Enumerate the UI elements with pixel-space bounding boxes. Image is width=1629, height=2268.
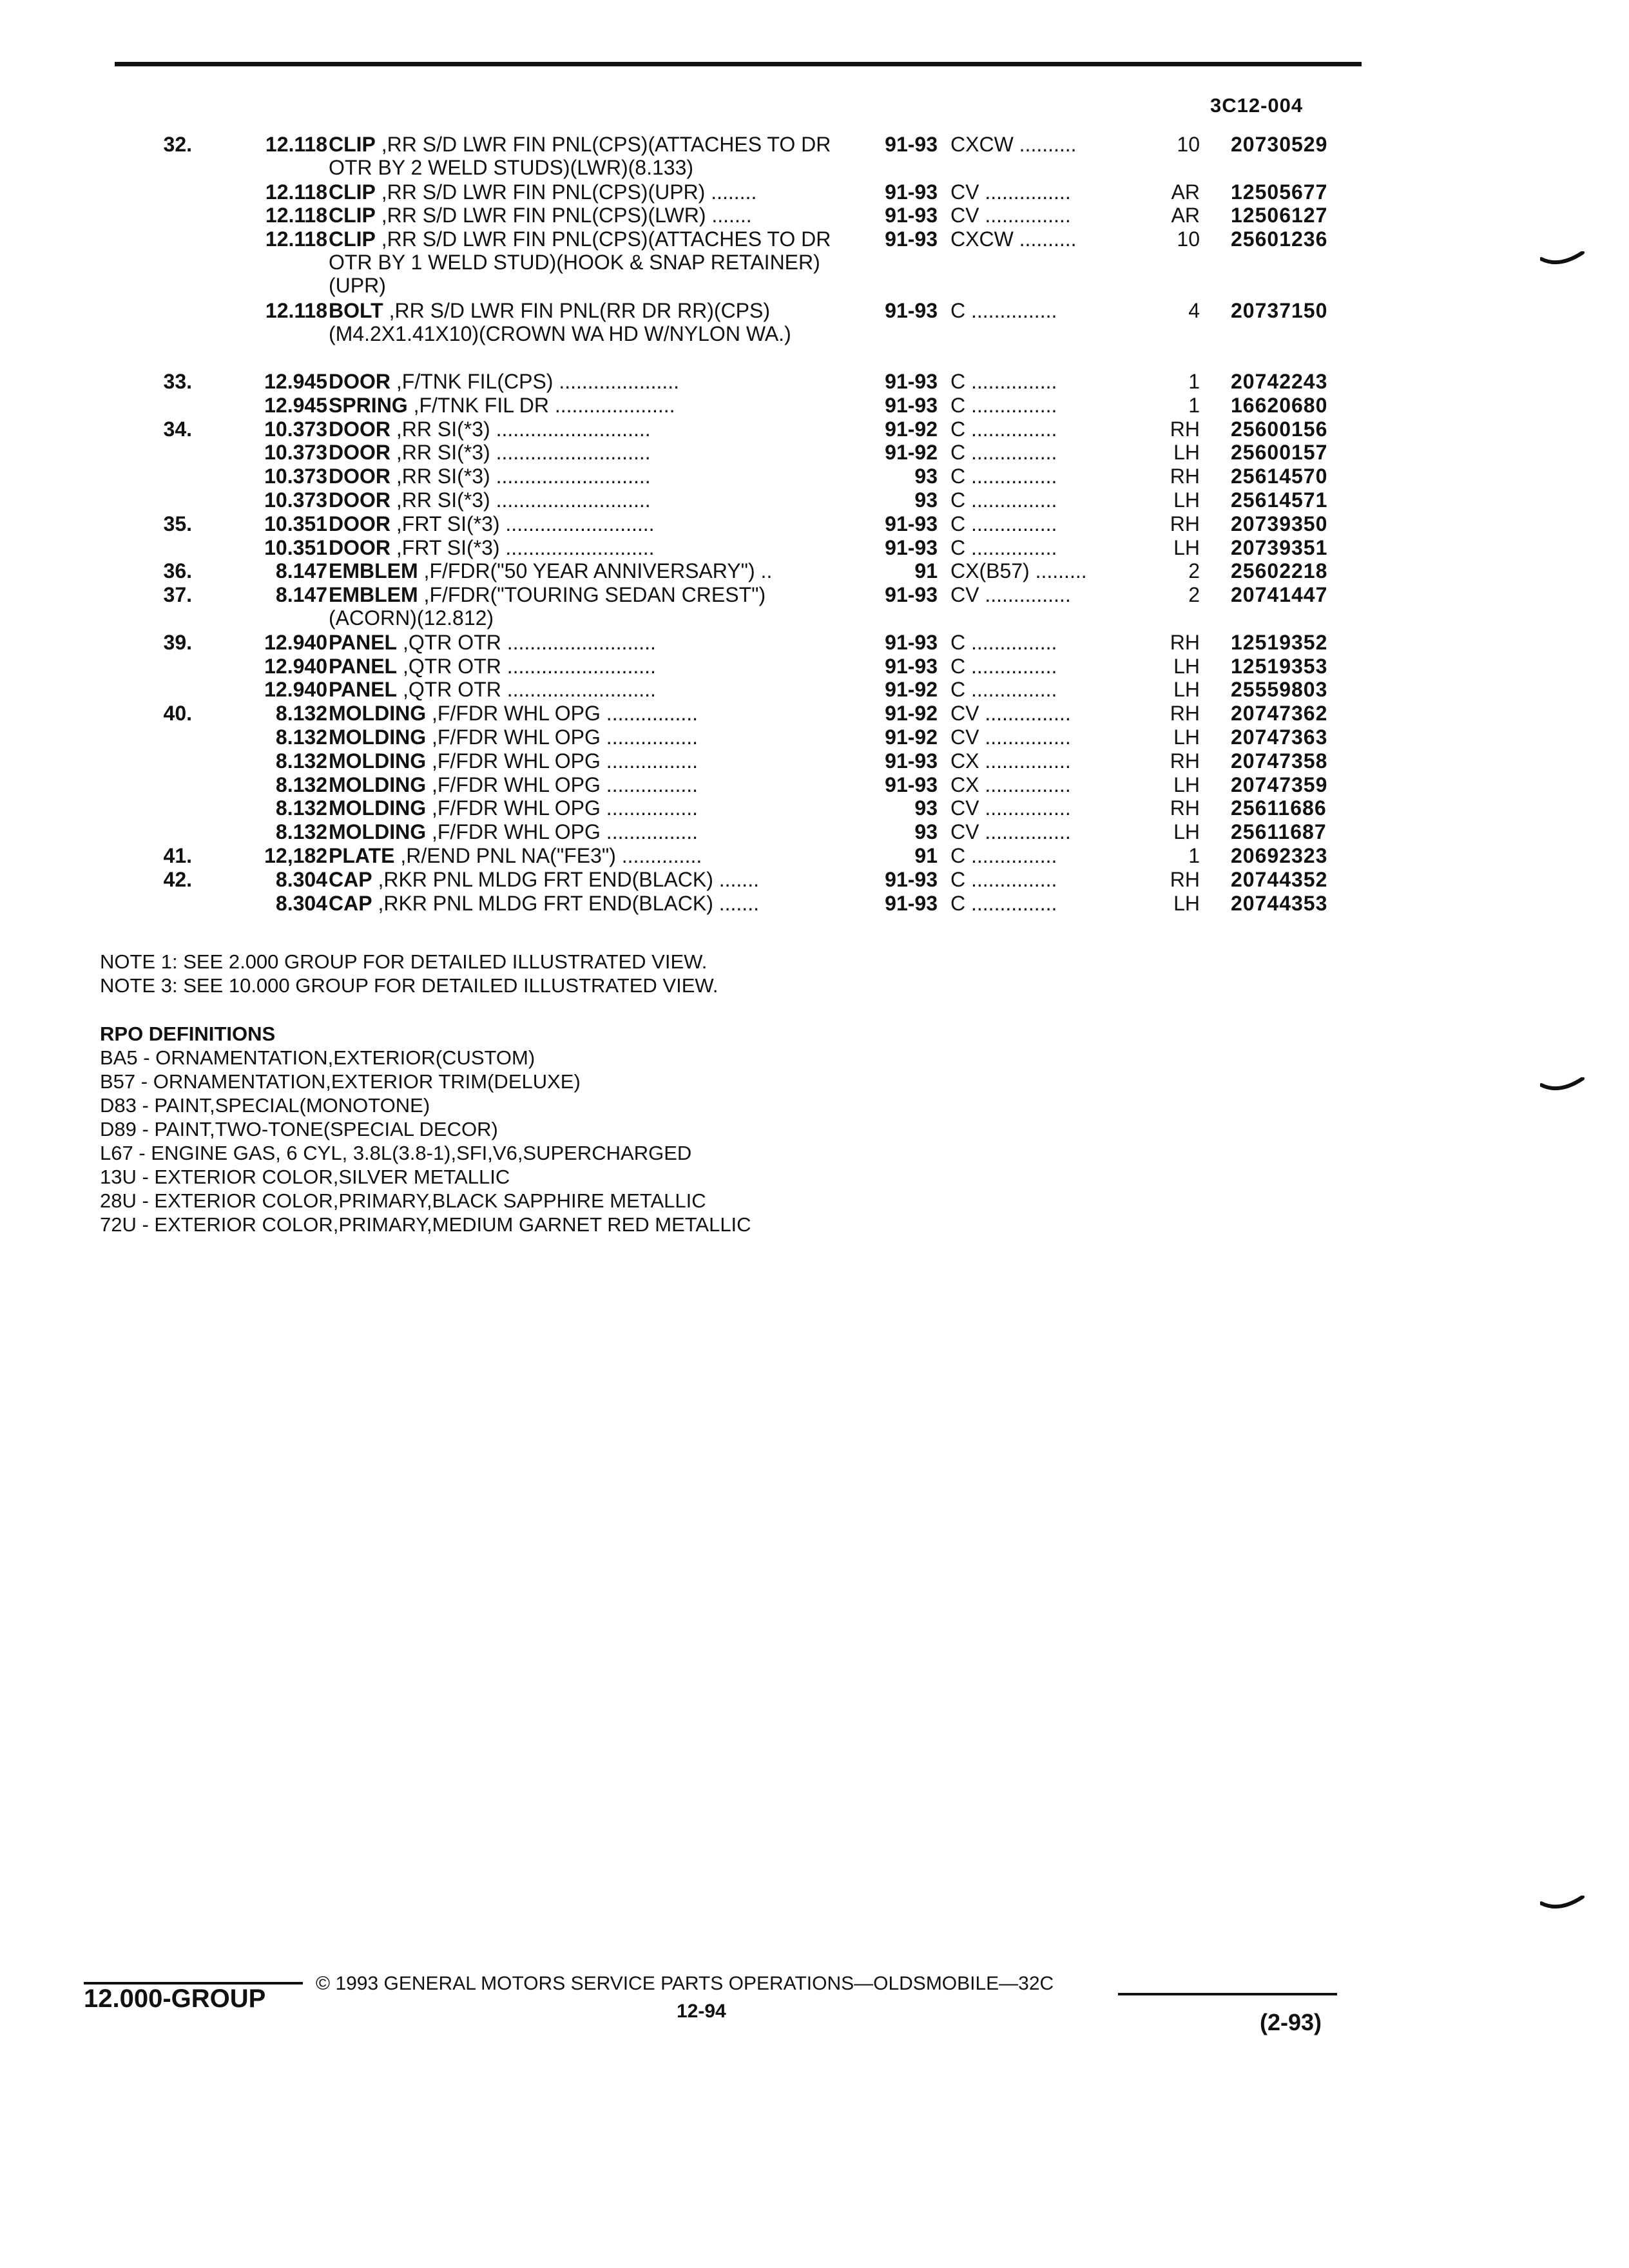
quantity: 2 — [1188, 559, 1200, 582]
part-detail: ,F/FDR WHL OPG ................ — [426, 796, 699, 820]
part-number: 12506127 — [1231, 204, 1328, 227]
part-name: DOOR — [329, 418, 390, 441]
group-number: 8.147 — [275, 559, 327, 582]
part-number: 20739350 — [1231, 512, 1328, 535]
model-code: C ............... — [950, 441, 1057, 464]
rpo-heading: RPO DEFINITIONS — [100, 1023, 276, 1045]
model-years: 91-93 — [885, 631, 938, 654]
part-description — [329, 299, 854, 345]
part-detail: ,RR S/D LWR FIN PNL(CPS)(UPR) ........ — [375, 180, 757, 204]
model-code: CV ............... — [950, 180, 1071, 204]
group-number: 12.940 — [264, 655, 327, 678]
model-code: CXCW .......... — [950, 133, 1077, 156]
model-years: 91-92 — [885, 678, 938, 701]
part-detail: ,QTR OTR .......................... — [397, 655, 656, 678]
part-detail: ,F/FDR WHL OPG ................ — [426, 726, 699, 749]
rpo-item: BA5 - ORNAMENTATION,EXTERIOR(CUSTOM) — [100, 1046, 535, 1069]
model-code: C ............... — [950, 536, 1057, 559]
part-detail: ,RR SI(*3) ........................... — [390, 418, 651, 441]
part-number: 12519352 — [1231, 631, 1328, 654]
group-number: 10.373 — [264, 465, 327, 488]
quantity: LH — [1173, 441, 1200, 464]
part-description — [329, 465, 854, 488]
model-code: C ............... — [950, 512, 1057, 535]
quantity: 4 — [1188, 299, 1200, 322]
part-description — [329, 536, 854, 559]
binder-hole-mark — [1540, 1896, 1585, 1911]
model-code: C ............... — [950, 394, 1057, 417]
part-number: 20741447 — [1231, 583, 1328, 606]
part-name: MOLDING — [329, 796, 427, 820]
group-number: 8.132 — [275, 773, 327, 796]
rpo-item: 13U - EXTERIOR COLOR,SILVER METALLIC — [100, 1166, 510, 1188]
model-code: CV ............... — [950, 204, 1071, 227]
part-description — [329, 370, 854, 393]
part-description — [329, 678, 854, 701]
part-description — [329, 133, 854, 179]
model-years: 91-93 — [885, 536, 938, 559]
part-number: 25559803 — [1231, 678, 1328, 701]
note-3: NOTE 3: SEE 10.000 GROUP FOR DETAILED ILLUSTRATED VIEW. — [100, 974, 718, 997]
model-years: 91-93 — [885, 370, 938, 393]
quantity: RH — [1170, 512, 1200, 535]
model-code: C ............... — [950, 370, 1057, 393]
model-code: CX(B57) ......... — [950, 559, 1087, 582]
model-years: 91-93 — [885, 227, 938, 251]
quantity: RH — [1170, 868, 1200, 891]
group-number: 8.132 — [275, 726, 327, 749]
group-number: 8.132 — [275, 796, 327, 820]
quantity: AR — [1171, 180, 1200, 204]
quantity: 1 — [1188, 394, 1200, 417]
item-number: 37. — [163, 583, 192, 606]
group-number: 12.945 — [264, 370, 327, 393]
part-description — [329, 820, 854, 843]
part-number: 20747363 — [1231, 726, 1328, 749]
model-years: 91-92 — [885, 702, 938, 725]
model-code: CV ............... — [950, 796, 1071, 820]
rpo-item: 28U - EXTERIOR COLOR,PRIMARY,BLACK SAPPHIRE METALLIC — [100, 1189, 706, 1212]
model-code: CX ............... — [950, 749, 1071, 773]
part-number: 25614571 — [1231, 488, 1328, 512]
group-number: 12,182 — [264, 844, 327, 867]
group-number: 8.132 — [275, 820, 327, 843]
part-number: 16620680 — [1231, 394, 1328, 417]
part-name: CLIP — [329, 227, 376, 251]
part-number: 25600157 — [1231, 441, 1328, 464]
group-number: 12.118 — [265, 204, 327, 227]
model-code: CX ............... — [950, 773, 1071, 796]
model-code: C ............... — [950, 655, 1057, 678]
part-name: DOOR — [329, 512, 390, 535]
footer-date: (2-93) — [1260, 2009, 1322, 2035]
binder-hole-mark — [1540, 251, 1585, 267]
model-code: C ............... — [950, 844, 1057, 867]
model-years: 91-93 — [885, 299, 938, 322]
part-description — [329, 726, 854, 749]
quantity: LH — [1173, 536, 1200, 559]
group-number: 12.118 — [265, 299, 327, 322]
part-description — [329, 655, 854, 678]
model-years: 91 — [914, 559, 938, 582]
model-code: CXCW .......... — [950, 227, 1077, 251]
part-detail: ,R/END PNL NA("FE3") .............. — [394, 844, 702, 867]
part-number: 20739351 — [1231, 536, 1328, 559]
model-years: 91-93 — [885, 204, 938, 227]
item-number: 40. — [163, 702, 192, 725]
part-name: CAP — [329, 868, 372, 891]
footer-copyright: © 1993 GENERAL MOTORS SERVICE PARTS OPERATIONS—OLDSMOBILE—32C — [316, 1973, 1054, 1994]
quantity: 10 — [1177, 227, 1200, 251]
part-description — [329, 180, 854, 204]
part-number: 25611686 — [1231, 796, 1327, 820]
quantity: RH — [1170, 418, 1200, 441]
group-number: 10.373 — [264, 441, 327, 464]
part-number: 20747358 — [1231, 749, 1328, 773]
part-name: DOOR — [329, 441, 390, 464]
quantity: LH — [1173, 488, 1200, 512]
part-description — [329, 418, 854, 441]
part-detail: ,F/FDR WHL OPG ................ — [426, 702, 699, 725]
part-detail: ,RR S/D LWR FIN PNL(RR DR RR)(CPS)(M4.2X1.41X10)(CROWN WA HD W/NYLON WA.) — [329, 299, 791, 345]
model-code: C ............... — [950, 631, 1057, 654]
part-number: 20747359 — [1231, 773, 1328, 796]
group-number: 10.351 — [264, 536, 327, 559]
model-years: 93 — [914, 796, 938, 820]
part-description — [329, 488, 854, 512]
quantity: RH — [1170, 465, 1200, 488]
part-number: 20742243 — [1231, 370, 1328, 393]
quantity: RH — [1170, 702, 1200, 725]
part-number: 20730529 — [1231, 133, 1328, 156]
item-number: 41. — [163, 844, 192, 867]
item-number: 35. — [163, 512, 192, 535]
model-code: C ............... — [950, 488, 1057, 512]
model-code: C ............... — [950, 678, 1057, 701]
part-number: 20744352 — [1231, 868, 1328, 891]
part-detail: ,FRT SI(*3) .......................... — [390, 512, 655, 535]
part-number: 20692323 — [1231, 844, 1328, 867]
part-name: DOOR — [329, 370, 390, 393]
quantity: RH — [1170, 631, 1200, 654]
part-name: MOLDING — [329, 820, 427, 843]
model-code: CV ............... — [950, 726, 1071, 749]
quantity: AR — [1171, 204, 1200, 227]
part-detail: ,F/TNK FIL(CPS) ..................... — [390, 370, 680, 393]
part-name: DOOR — [329, 488, 390, 512]
group-number: 8.304 — [275, 868, 327, 891]
model-years: 91-93 — [885, 180, 938, 204]
model-code: C ............... — [950, 299, 1057, 322]
model-years: 93 — [914, 820, 938, 843]
part-description — [329, 512, 854, 535]
model-years: 91-93 — [885, 868, 938, 891]
model-years: 93 — [914, 465, 938, 488]
model-code: CV ............... — [950, 702, 1071, 725]
model-years: 91-93 — [885, 655, 938, 678]
group-number: 12.945 — [264, 394, 327, 417]
group-number: 12.940 — [264, 678, 327, 701]
footer-rule-right — [1118, 1993, 1337, 1995]
quantity: RH — [1170, 749, 1200, 773]
part-description — [329, 796, 854, 820]
rpo-item: D89 - PAINT,TWO-TONE(SPECIAL DECOR) — [100, 1118, 498, 1140]
part-name: MOLDING — [329, 749, 427, 773]
part-number: 12519353 — [1231, 655, 1328, 678]
part-detail: ,F/TNK FIL DR ..................... — [407, 394, 675, 417]
part-detail: ,RKR PNL MLDG FRT END(BLACK) ....... — [372, 868, 759, 891]
part-name: MOLDING — [329, 702, 427, 725]
quantity: LH — [1173, 678, 1200, 701]
quantity: LH — [1173, 773, 1200, 796]
part-detail: ,RR SI(*3) ........................... — [390, 465, 651, 488]
footer-page-number: 12-94 — [677, 2001, 726, 2022]
part-number: 20747362 — [1231, 702, 1328, 725]
quantity: 10 — [1177, 133, 1200, 156]
part-detail: ,F/FDR WHL OPG ................ — [426, 749, 699, 773]
part-name: CLIP — [329, 133, 376, 156]
quantity: LH — [1173, 892, 1200, 915]
model-years: 93 — [914, 488, 938, 512]
part-name: DOOR — [329, 536, 390, 559]
part-detail: ,RR SI(*3) ........................... — [390, 441, 651, 464]
group-number: 8.132 — [275, 749, 327, 773]
model-years: 91 — [914, 844, 938, 867]
part-detail: ,F/FDR("TOURING SEDAN CREST") (ACORN)(12.812) — [329, 583, 766, 629]
part-name: DOOR — [329, 465, 390, 488]
part-detail: ,RR SI(*3) ........................... — [390, 488, 651, 512]
item-number: 39. — [163, 631, 192, 654]
part-name: MOLDING — [329, 773, 427, 796]
part-number: 25602218 — [1231, 559, 1328, 582]
item-number: 33. — [163, 370, 192, 393]
model-years: 91-93 — [885, 583, 938, 606]
part-number: 20737150 — [1231, 299, 1328, 322]
footer-group-label: 12.000-GROUP — [84, 1984, 266, 2013]
part-number: 20744353 — [1231, 892, 1328, 915]
part-name: MOLDING — [329, 726, 427, 749]
part-description — [329, 631, 854, 654]
group-number: 12.940 — [264, 631, 327, 654]
model-years: 91-92 — [885, 441, 938, 464]
group-number: 12.118 — [265, 180, 327, 204]
rpo-definitions — [100, 1022, 751, 1236]
part-detail: ,RR S/D LWR FIN PNL(CPS)(ATTACHES TO DR OTR BY 2 WELD STUDS)(LWR)(8.133) — [329, 133, 831, 179]
quantity: LH — [1173, 655, 1200, 678]
part-name: PLATE — [329, 844, 395, 867]
part-detail: ,QTR OTR .......................... — [397, 678, 656, 701]
item-number: 32. — [163, 133, 192, 156]
part-detail: ,RKR PNL MLDG FRT END(BLACK) ....... — [372, 892, 759, 915]
part-description — [329, 394, 854, 417]
part-detail: ,RR S/D LWR FIN PNL(CPS)(LWR) ....... — [375, 204, 752, 227]
model-code: C ............... — [950, 892, 1057, 915]
binder-hole-mark — [1540, 1077, 1585, 1093]
part-name: EMBLEM — [329, 583, 418, 606]
quantity: 2 — [1188, 583, 1200, 606]
rpo-item: 72U - EXTERIOR COLOR,PRIMARY,MEDIUM GARNET RED METALLIC — [100, 1213, 751, 1236]
part-description — [329, 227, 854, 297]
model-years: 91-93 — [885, 394, 938, 417]
model-code: CV ............... — [950, 820, 1071, 843]
part-description — [329, 204, 854, 227]
part-description — [329, 559, 854, 582]
group-number: 8.147 — [275, 583, 327, 606]
top-rule — [115, 62, 1362, 66]
group-number: 12.118 — [265, 227, 327, 251]
model-code: CV ............... — [950, 583, 1071, 606]
quantity: 1 — [1188, 844, 1200, 867]
part-number: 25601236 — [1231, 227, 1328, 251]
part-description — [329, 868, 854, 891]
part-description — [329, 844, 854, 867]
part-number: 25600156 — [1231, 418, 1328, 441]
part-description — [329, 749, 854, 773]
part-name: CAP — [329, 892, 372, 915]
part-description — [329, 583, 854, 629]
part-detail: ,F/FDR("50 YEAR ANNIVERSARY") .. — [418, 559, 773, 582]
part-description — [329, 702, 854, 725]
group-number: 8.304 — [275, 892, 327, 915]
model-code: C ............... — [950, 868, 1057, 891]
part-number: 25614570 — [1231, 465, 1328, 488]
quantity: LH — [1173, 726, 1200, 749]
part-name: CLIP — [329, 204, 376, 227]
item-number: 42. — [163, 868, 192, 891]
part-description — [329, 773, 854, 796]
notes-section — [100, 950, 718, 997]
part-number: 12505677 — [1231, 180, 1328, 204]
part-description — [329, 892, 854, 915]
part-name: SPRING — [329, 394, 408, 417]
rpo-item: D83 - PAINT,SPECIAL(MONOTONE) — [100, 1094, 430, 1117]
model-years: 91-93 — [885, 749, 938, 773]
rpo-item: B57 - ORNAMENTATION,EXTERIOR TRIM(DELUXE) — [100, 1070, 581, 1093]
quantity: 1 — [1188, 370, 1200, 393]
model-years: 91-93 — [885, 892, 938, 915]
item-number: 34. — [163, 418, 192, 441]
part-name: CLIP — [329, 180, 376, 204]
part-name: PANEL — [329, 678, 398, 701]
document-code: 3C12-004 — [1210, 94, 1304, 117]
group-number: 8.132 — [275, 702, 327, 725]
model-years: 91-92 — [885, 418, 938, 441]
quantity: RH — [1170, 796, 1200, 820]
group-number: 10.373 — [264, 418, 327, 441]
model-code: C ............... — [950, 418, 1057, 441]
note-1: NOTE 1: SEE 2.000 GROUP FOR DETAILED ILLUSTRATED VIEW. — [100, 950, 708, 973]
model-years: 91-92 — [885, 726, 938, 749]
group-number: 10.373 — [264, 488, 327, 512]
part-detail: ,F/FDR WHL OPG ................ — [426, 820, 699, 843]
model-years: 91-93 — [885, 773, 938, 796]
part-name: EMBLEM — [329, 559, 418, 582]
group-number: 10.351 — [264, 512, 327, 535]
part-detail: ,QTR OTR .......................... — [397, 631, 656, 654]
model-years: 91-93 — [885, 133, 938, 156]
part-detail: ,FRT SI(*3) .......................... — [390, 536, 655, 559]
quantity: LH — [1173, 820, 1200, 843]
part-number: 25611687 — [1231, 820, 1327, 843]
part-detail: ,RR S/D LWR FIN PNL(CPS)(ATTACHES TO DR OTR BY 1 WELD STUD)(HOOK & SNAP RETAINER)(UPR) — [329, 227, 831, 297]
part-name: BOLT — [329, 299, 383, 322]
model-years: 91-93 — [885, 512, 938, 535]
part-name: PANEL — [329, 631, 398, 654]
model-code: C ............... — [950, 465, 1057, 488]
part-name: PANEL — [329, 655, 398, 678]
part-description — [329, 441, 854, 464]
rpo-item: L67 - ENGINE GAS, 6 CYL, 3.8L(3.8-1),SFI,V6,SUPERCHARGED — [100, 1142, 692, 1164]
item-number: 36. — [163, 559, 192, 582]
group-number: 12.118 — [265, 133, 327, 156]
part-detail: ,F/FDR WHL OPG ................ — [426, 773, 699, 796]
